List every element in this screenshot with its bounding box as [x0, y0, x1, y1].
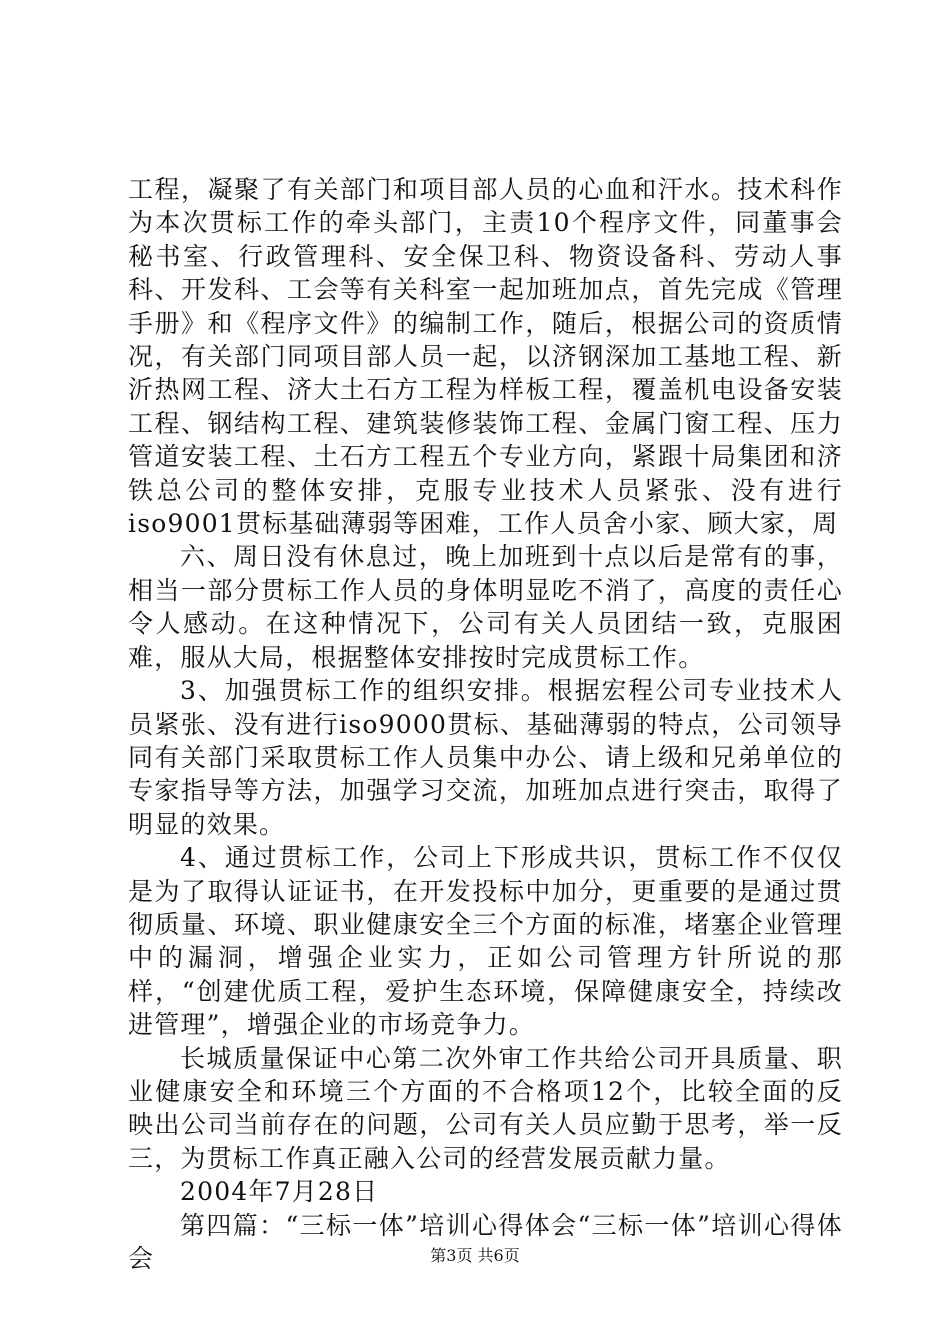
page-indicator: 第3页 共6页 [430, 1246, 520, 1265]
section-heading: 第四篇：“三标一体”培训心得体会“三标一体”培训心得体会 [128, 1210, 843, 1273]
paragraph-2: 六、周日没有休息过，晚上加班到十点以后是常有的事，相当一部分贯标工作人员的身体明显吃不消了，高度的责任心令人感动。在这种情况下，公司有关人员团结一致，克服困难，服从大局，根据整体安排按时完成贯标工作。 [128, 542, 843, 672]
paragraph-5: 长城质量保证中心第二次外审工作共给公司开具质量、职业健康安全和环境三个方面的不合格项12个，比较全面的反映出公司当前存在的问题，公司有关人员应勤于思考，举一反三，为贯标工作真正融入公司的经营发展贡献力量。 [128, 1043, 843, 1173]
page-footer [0, 1246, 950, 1266]
paragraph-4: 4、通过贯标工作，公司上下形成共识，贯标工作不仅仅是为了取得认证证书，在开发投标中加分，更重要的是通过贯彻质量、环境、职业健康安全三个方面的标准，堵塞企业管理中的漏洞，增强企业实力，正如公司管理方针所说的那样，“创建优质工程，爱护生态环境，保障健康安全，持续改进管理”，增强企业的市场竞争力。 [128, 843, 843, 1040]
paragraph-1: 工程，凝聚了有关部门和项目部人员的心血和汗水。技术科作为本次贯标工作的牵头部门，主责10个程序文件，同董事会秘书室、行政管理科、安全保卫科、物资设备科、劳动人事科、开发科、工会等有关科室一起加班加点，首先完成《管理手册》和《程序文件》的编制工作，随后，根据公司的资质情况，有关部门同项目部人员一起，以济钢深加工基地工程、新沂热网工程、济大土石方工程为样板工程，覆盖机电设备安装工程、钢结构工程、建筑装修装饰工程、金属门窗工程、压力管道安装工程、土石方工程五个专业方向，紧跟十局集团和济铁总公司的整体安排，克服专业技术人员紧张、没有进行iso9001贯标基础薄弱等困难，工作人员舍小家、顾大家，周 [128, 175, 843, 539]
document-body [128, 173, 843, 1275]
paragraph-3: 3、加强贯标工作的组织安排。根据宏程公司专业技术人员紧张、没有进行iso9000贯标、基础薄弱的特点，公司领导同有关部门采取贯标工作人员集中办公、请上级和兄弟单位的专家指导等方法，加强学习交流，加班加点进行突击，取得了明显的效果。 [128, 676, 843, 839]
date-line: 2004年7月28日 [180, 1177, 379, 1207]
